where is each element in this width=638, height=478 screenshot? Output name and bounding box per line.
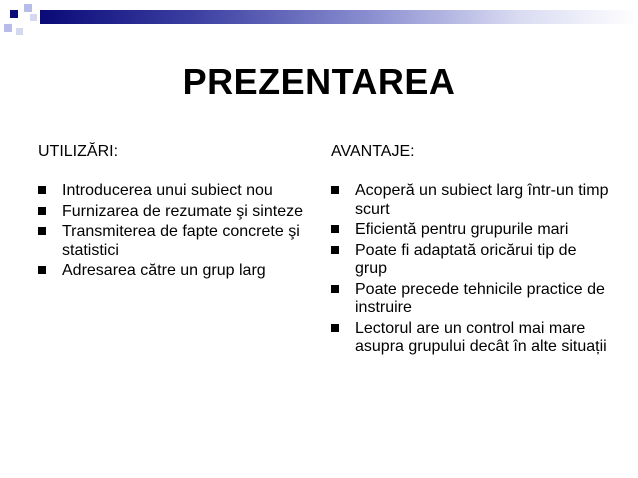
uses-list — [38, 182, 308, 281]
list-item — [331, 182, 611, 219]
list-item-text: Eficientă pentru grupurile mari — [355, 221, 569, 238]
list-item — [331, 281, 611, 318]
deco-square-lighter — [16, 28, 23, 35]
list-item — [38, 262, 308, 281]
list-item-text: Acoperă un subiect larg într-un timp scurt — [355, 182, 609, 218]
square-bullet-icon — [38, 207, 46, 215]
deco-square-lighter — [30, 14, 37, 21]
list-item-text: Furnizarea de rezumate şi sinteze — [62, 202, 303, 220]
list-item — [38, 182, 308, 201]
square-bullet-icon — [38, 266, 46, 274]
uses-column — [38, 142, 308, 283]
slide-title: PREZENTAREA — [182, 61, 456, 102]
list-item-text: Poate precede tehnicile practice de instruire — [355, 280, 605, 316]
list-item — [331, 320, 611, 357]
list-item — [331, 242, 611, 279]
deco-square-light — [4, 24, 12, 32]
list-item-text: Lectorul are un control mai mare asupra grupului decât în alte situații — [355, 319, 607, 355]
decorative-squares — [0, 0, 44, 40]
square-bullet-icon — [331, 285, 339, 293]
square-bullet-icon — [38, 227, 46, 235]
list-item — [38, 223, 308, 260]
advantages-column — [331, 142, 611, 359]
square-bullet-icon — [331, 225, 339, 233]
advantages-heading: AVANTAJE: — [331, 143, 415, 160]
deco-square-light — [24, 4, 32, 12]
list-item-text: Introducerea unui subiect nou — [62, 182, 273, 199]
list-item — [38, 203, 308, 222]
list-item-text: Adresarea către un grup larg — [62, 262, 266, 279]
header-gradient-bar — [40, 10, 638, 24]
square-bullet-icon — [331, 186, 339, 194]
list-item-text: Poate fi adaptată oricărui tip de grup — [355, 241, 577, 277]
square-bullet-icon — [38, 186, 46, 194]
list-item — [331, 221, 611, 240]
uses-heading: UTILIZĂRI: — [38, 143, 119, 160]
square-bullet-icon — [331, 324, 339, 332]
deco-square-navy — [10, 10, 18, 18]
square-bullet-icon — [331, 246, 339, 254]
advantages-list — [331, 182, 611, 357]
list-item-text: Transmiterea de fapte concrete şi statistici — [62, 223, 300, 259]
